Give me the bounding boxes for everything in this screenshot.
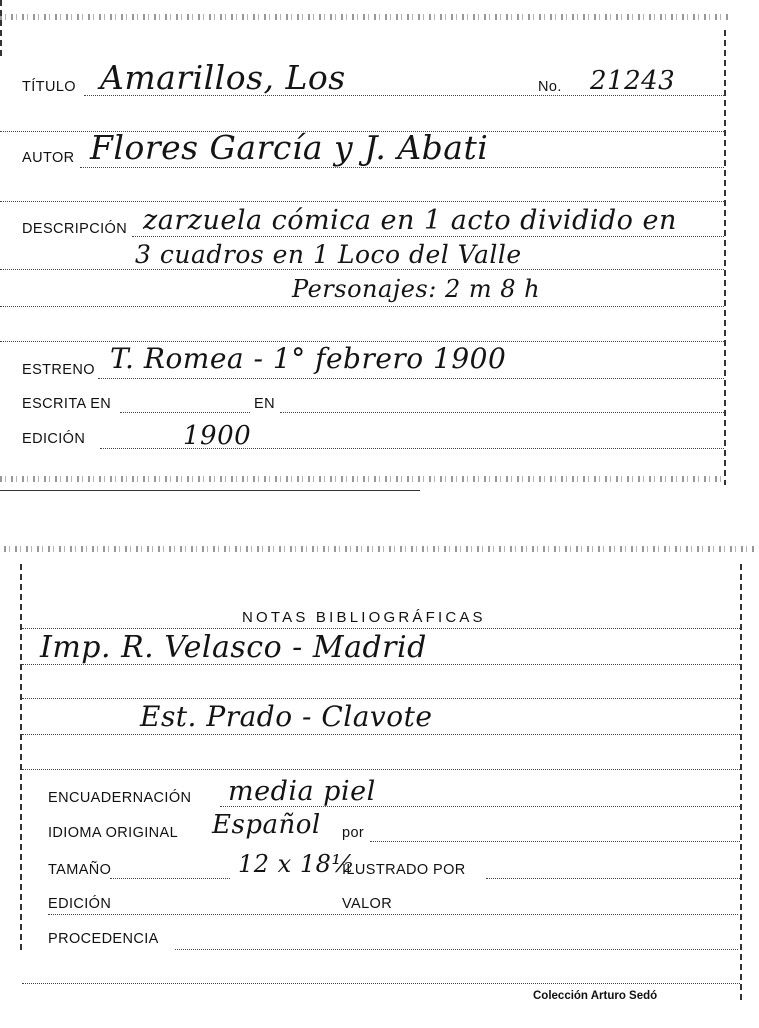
card-right-edge	[724, 30, 726, 485]
rule-line	[0, 201, 724, 202]
tamano-value: 12 x 18½	[238, 850, 356, 878]
tamano-label: TAMAÑO	[48, 862, 112, 878]
valor-label: VALOR	[342, 896, 393, 912]
edicion-value: 1900	[183, 421, 252, 451]
autor-dotline	[80, 167, 724, 168]
rule-line	[22, 769, 740, 770]
numero-value: 21243	[590, 66, 676, 96]
estreno-label: ESTRENO	[22, 362, 95, 378]
procedencia-label: PROCEDENCIA	[48, 931, 159, 947]
por-label: por	[342, 825, 365, 841]
notes-line-1: Imp. R. Velasco - Madrid	[40, 630, 427, 665]
autor-value: Flores García y J. Abati	[90, 128, 489, 167]
autor-label: AUTOR	[22, 150, 75, 166]
edicion-label: EDICIÓN	[22, 431, 86, 447]
idioma-original-label: IDIOMA ORIGINAL	[48, 825, 179, 841]
rule-line	[22, 698, 740, 699]
descripcion-label: DESCRIPCIÓN	[22, 221, 128, 237]
rule-line	[22, 628, 740, 629]
descripcion-line-3: Personajes: 2 m 8 h	[292, 275, 541, 303]
idioma-original-value: Español	[212, 810, 321, 840]
rule-line	[0, 306, 724, 307]
encuadernacion-label: ENCUADERNACIÓN	[48, 790, 192, 806]
estreno-value: T. Romea - 1° febrero 1900	[110, 342, 507, 375]
descripcion-line-1: zarzuela cómica en 1 acto dividido en	[143, 205, 677, 236]
estreno-dotline	[98, 378, 724, 379]
card-left-edge	[0, 0, 2, 60]
card-bottom-edge	[0, 490, 420, 491]
titulo-label: TÍTULO	[22, 79, 76, 95]
catalog-card-bottom	[0, 540, 759, 1000]
perforated-edge	[0, 476, 724, 482]
card-left-edge	[20, 564, 22, 954]
encuadernacion-value: media piel	[228, 776, 376, 807]
escrita-en-label: ESCRITA EN	[22, 396, 112, 412]
en-label: EN	[254, 396, 275, 412]
rule-line	[22, 734, 740, 735]
numero-label: No.	[538, 79, 562, 95]
encuadernacion-dotline	[220, 806, 740, 807]
rule-line	[22, 664, 740, 665]
escrita-en-dotline	[120, 412, 250, 413]
perforated-edge	[0, 14, 728, 20]
catalog-card-top	[0, 0, 728, 485]
rule-line	[0, 269, 724, 270]
procedencia-dotline	[175, 949, 738, 950]
rule-line	[22, 983, 740, 984]
tamano-dotline	[110, 878, 230, 879]
notes-line-2: Est. Prado - Clavote	[140, 700, 433, 733]
collection-footer: Colección Arturo Sedó	[533, 990, 658, 1002]
ilustrado-dotline	[486, 878, 740, 879]
descripcion-line-2: 3 cuadros en 1 Loco del Valle	[135, 240, 522, 269]
edicion-dotline	[100, 448, 724, 449]
ilustrado-por-label: ILUSTRADO POR	[342, 862, 466, 878]
notas-bibliograficas-heading: NOTAS BIBLIOGRÁFICAS	[242, 609, 486, 626]
card-right-edge	[740, 564, 742, 1004]
titulo-value: Amarillos, Los	[100, 58, 346, 97]
descripcion-dotline	[132, 236, 724, 237]
edicion-dotline	[48, 914, 738, 915]
en-dotline	[280, 412, 724, 413]
perforated-edge	[4, 546, 755, 552]
edicion-label: EDICIÓN	[48, 896, 112, 912]
idioma-dotline	[370, 841, 740, 842]
titulo-dotline	[84, 95, 724, 96]
